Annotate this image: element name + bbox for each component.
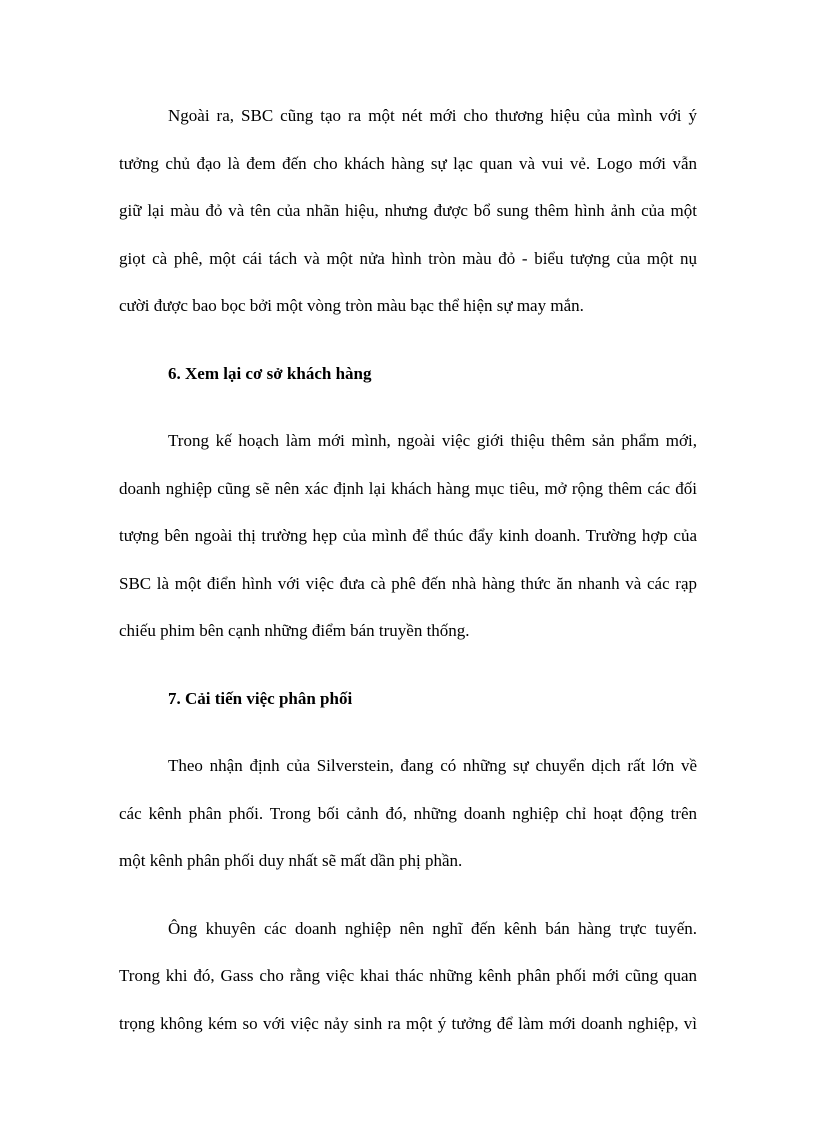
text-line: các kênh phân phối. Trong bối cảnh đó, những doanh nghiệp chỉ hoạt động trên <box>119 803 697 823</box>
text-line: tưởng chủ đạo là đem đến cho khách hàng sự lạc quan và vui vẻ. Logo mới vẫn <box>119 153 697 173</box>
text-line: chiếu phim bên cạnh những điểm bán truyền thống. <box>119 621 470 640</box>
text-line: Ngoài ra, SBC cũng tạo ra một nét mới cho thương hiệu của mình với ý <box>168 106 697 125</box>
section-heading-7: 7. Cải tiến việc phân phối <box>168 688 353 708</box>
text-line: giữ lại màu đỏ và tên của nhãn hiệu, nhưng được bổ sung thêm hình ảnh của một <box>119 201 697 220</box>
text-line: doanh nghiệp cũng sẽ nên xác định lại khách hàng mục tiêu, mở rộng thêm các đối <box>119 478 697 498</box>
text-line: trọng không kém so với việc nảy sinh ra một ý tưởng để làm mới doanh nghiệp, vì <box>119 1013 697 1033</box>
text-line: Theo nhận định của Silverstein, đang có những sự chuyển dịch rất lớn về <box>168 756 697 775</box>
text-line: Ông khuyên các doanh nghiệp nên nghĩ đến kênh bán hàng trực tuyến. <box>168 918 697 938</box>
text-line: Trong kế hoạch làm mới mình, ngoài việc giới thiệu thêm sản phẩm mới, <box>168 431 697 450</box>
text-line: cười được bao bọc bởi một vòng tròn màu bạc thể hiện sự may mắn. <box>119 296 584 315</box>
text-line: một kênh phân phối duy nhất sẽ mất dần phị phần. <box>119 851 463 870</box>
section-heading-6: 6. Xem lại cơ sở khách hàng <box>168 363 372 383</box>
document-body <box>119 92 697 1047</box>
text-line: Trong khi đó, Gass cho rằng việc khai thác những kênh phân phối mới cũng quan <box>119 966 697 985</box>
paragraph-customers <box>119 417 697 655</box>
paragraph-logo <box>119 92 697 330</box>
paragraph-distribution <box>119 742 697 885</box>
text-line: giọt cà phê, một cái tách và một nửa hình tròn màu đỏ - biểu tượng của một nụ <box>119 248 697 268</box>
text-line: SBC là một điển hình với việc đưa cà phê đến nhà hàng thức ăn nhanh và các rạp <box>119 573 697 593</box>
text-line: tượng bên ngoài thị trường hẹp của mình để thúc đẩy kinh doanh. Trường hợp của <box>119 526 697 545</box>
paragraph-online-channels <box>119 905 697 1048</box>
